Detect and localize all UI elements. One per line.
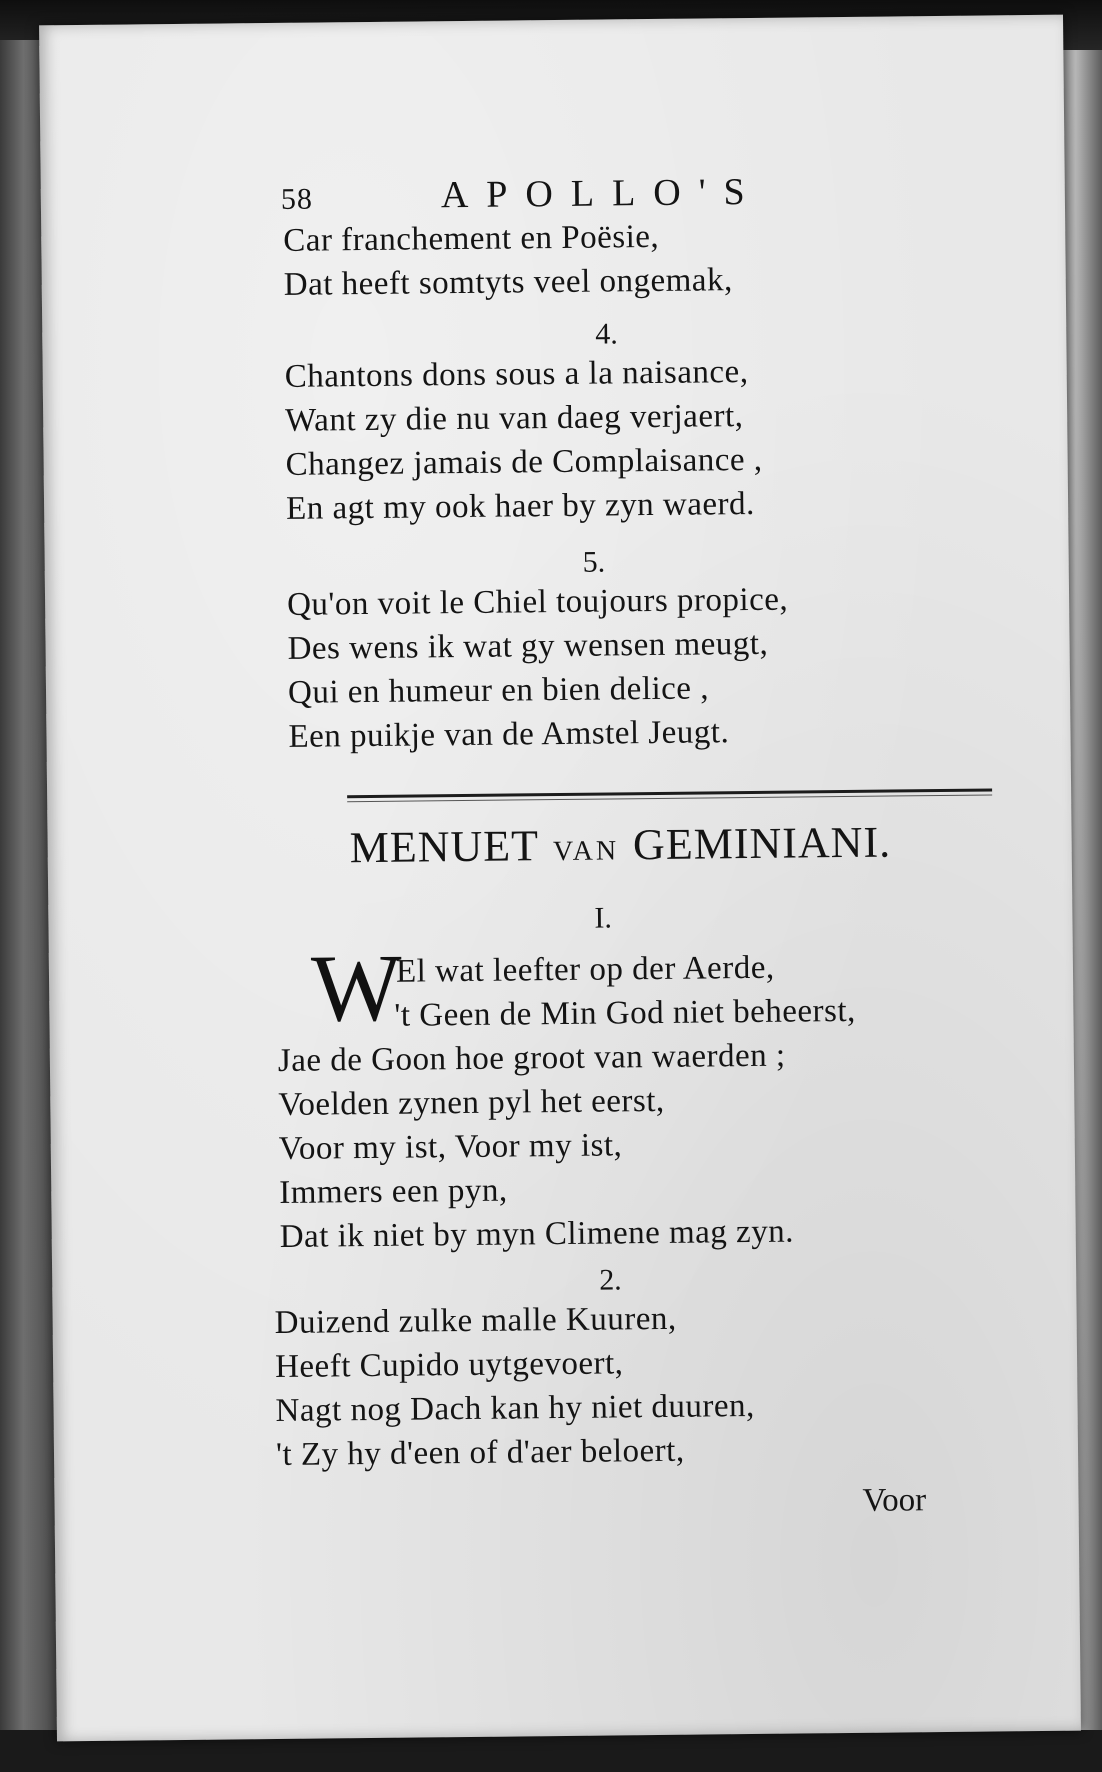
verse-line: Heeft Cupido uytgevoert, (274, 1345, 624, 1386)
song-title-main: MENUET (349, 821, 540, 873)
drop-cap: W (310, 933, 403, 1042)
section-divider (347, 788, 992, 798)
verse-line: El wat leefter op der Aerde, (395, 949, 775, 990)
verse-line: Qu'on voit le Chiel toujours propice, (286, 581, 789, 623)
verse-line: Want zy die nu van daeg verjaert, (285, 398, 744, 439)
stanza-number: 4. (595, 317, 618, 351)
verse-line: Qui en humeur en bien delice , (287, 670, 710, 711)
verse-line: Dat heeft somtyts veel ongemak, (283, 262, 733, 303)
catchword: Voor (862, 1482, 927, 1519)
verse-line: En agt my ook haer by zyn waerd. (285, 485, 755, 527)
verse-line: Nagt nog Dach kan hy niet duuren, (275, 1387, 756, 1430)
song-title (349, 817, 891, 874)
verse-line: 't Geen de Min God niet beheerst, (394, 992, 857, 1034)
verse-line: Duizend zulke malle Kuuren, (274, 1300, 677, 1342)
running-title: APOLLO'S (440, 170, 763, 217)
verse-line: Jae de Goon hoe groot van waerden ; (277, 1037, 786, 1079)
song-title-van: VAN (552, 835, 620, 868)
verse-line: Immers een pyn, (279, 1172, 508, 1211)
book-page (39, 15, 1081, 1742)
song-title-name: GEMINIANI. (632, 817, 892, 870)
verse-line: 't Zy hy d'een of d'aer beloert, (275, 1432, 685, 1474)
stanza-number: 2. (599, 1263, 622, 1297)
verse-line: Des wens ik wat gy wensen meugt, (287, 625, 769, 667)
verse-line: Voelden zynen pyl het eerst, (278, 1082, 665, 1123)
stanza-number: 5. (582, 545, 606, 579)
page-number: 58 (280, 182, 314, 216)
verse-line: Dat ik niet by myn Climene mag zyn. (279, 1213, 795, 1255)
verse-line: Changez jamais de Complaisance , (285, 441, 763, 483)
verse-line: Voor my ist, Voor my ist, (278, 1127, 623, 1167)
verse-line: Car franchement en Poësie, (283, 218, 660, 259)
verse-line: Chantons dons sous a la naisance, (284, 353, 749, 395)
verse-line: Een puikje van de Amstel Jeugt. (288, 714, 730, 755)
stanza-number: I. (594, 901, 613, 935)
